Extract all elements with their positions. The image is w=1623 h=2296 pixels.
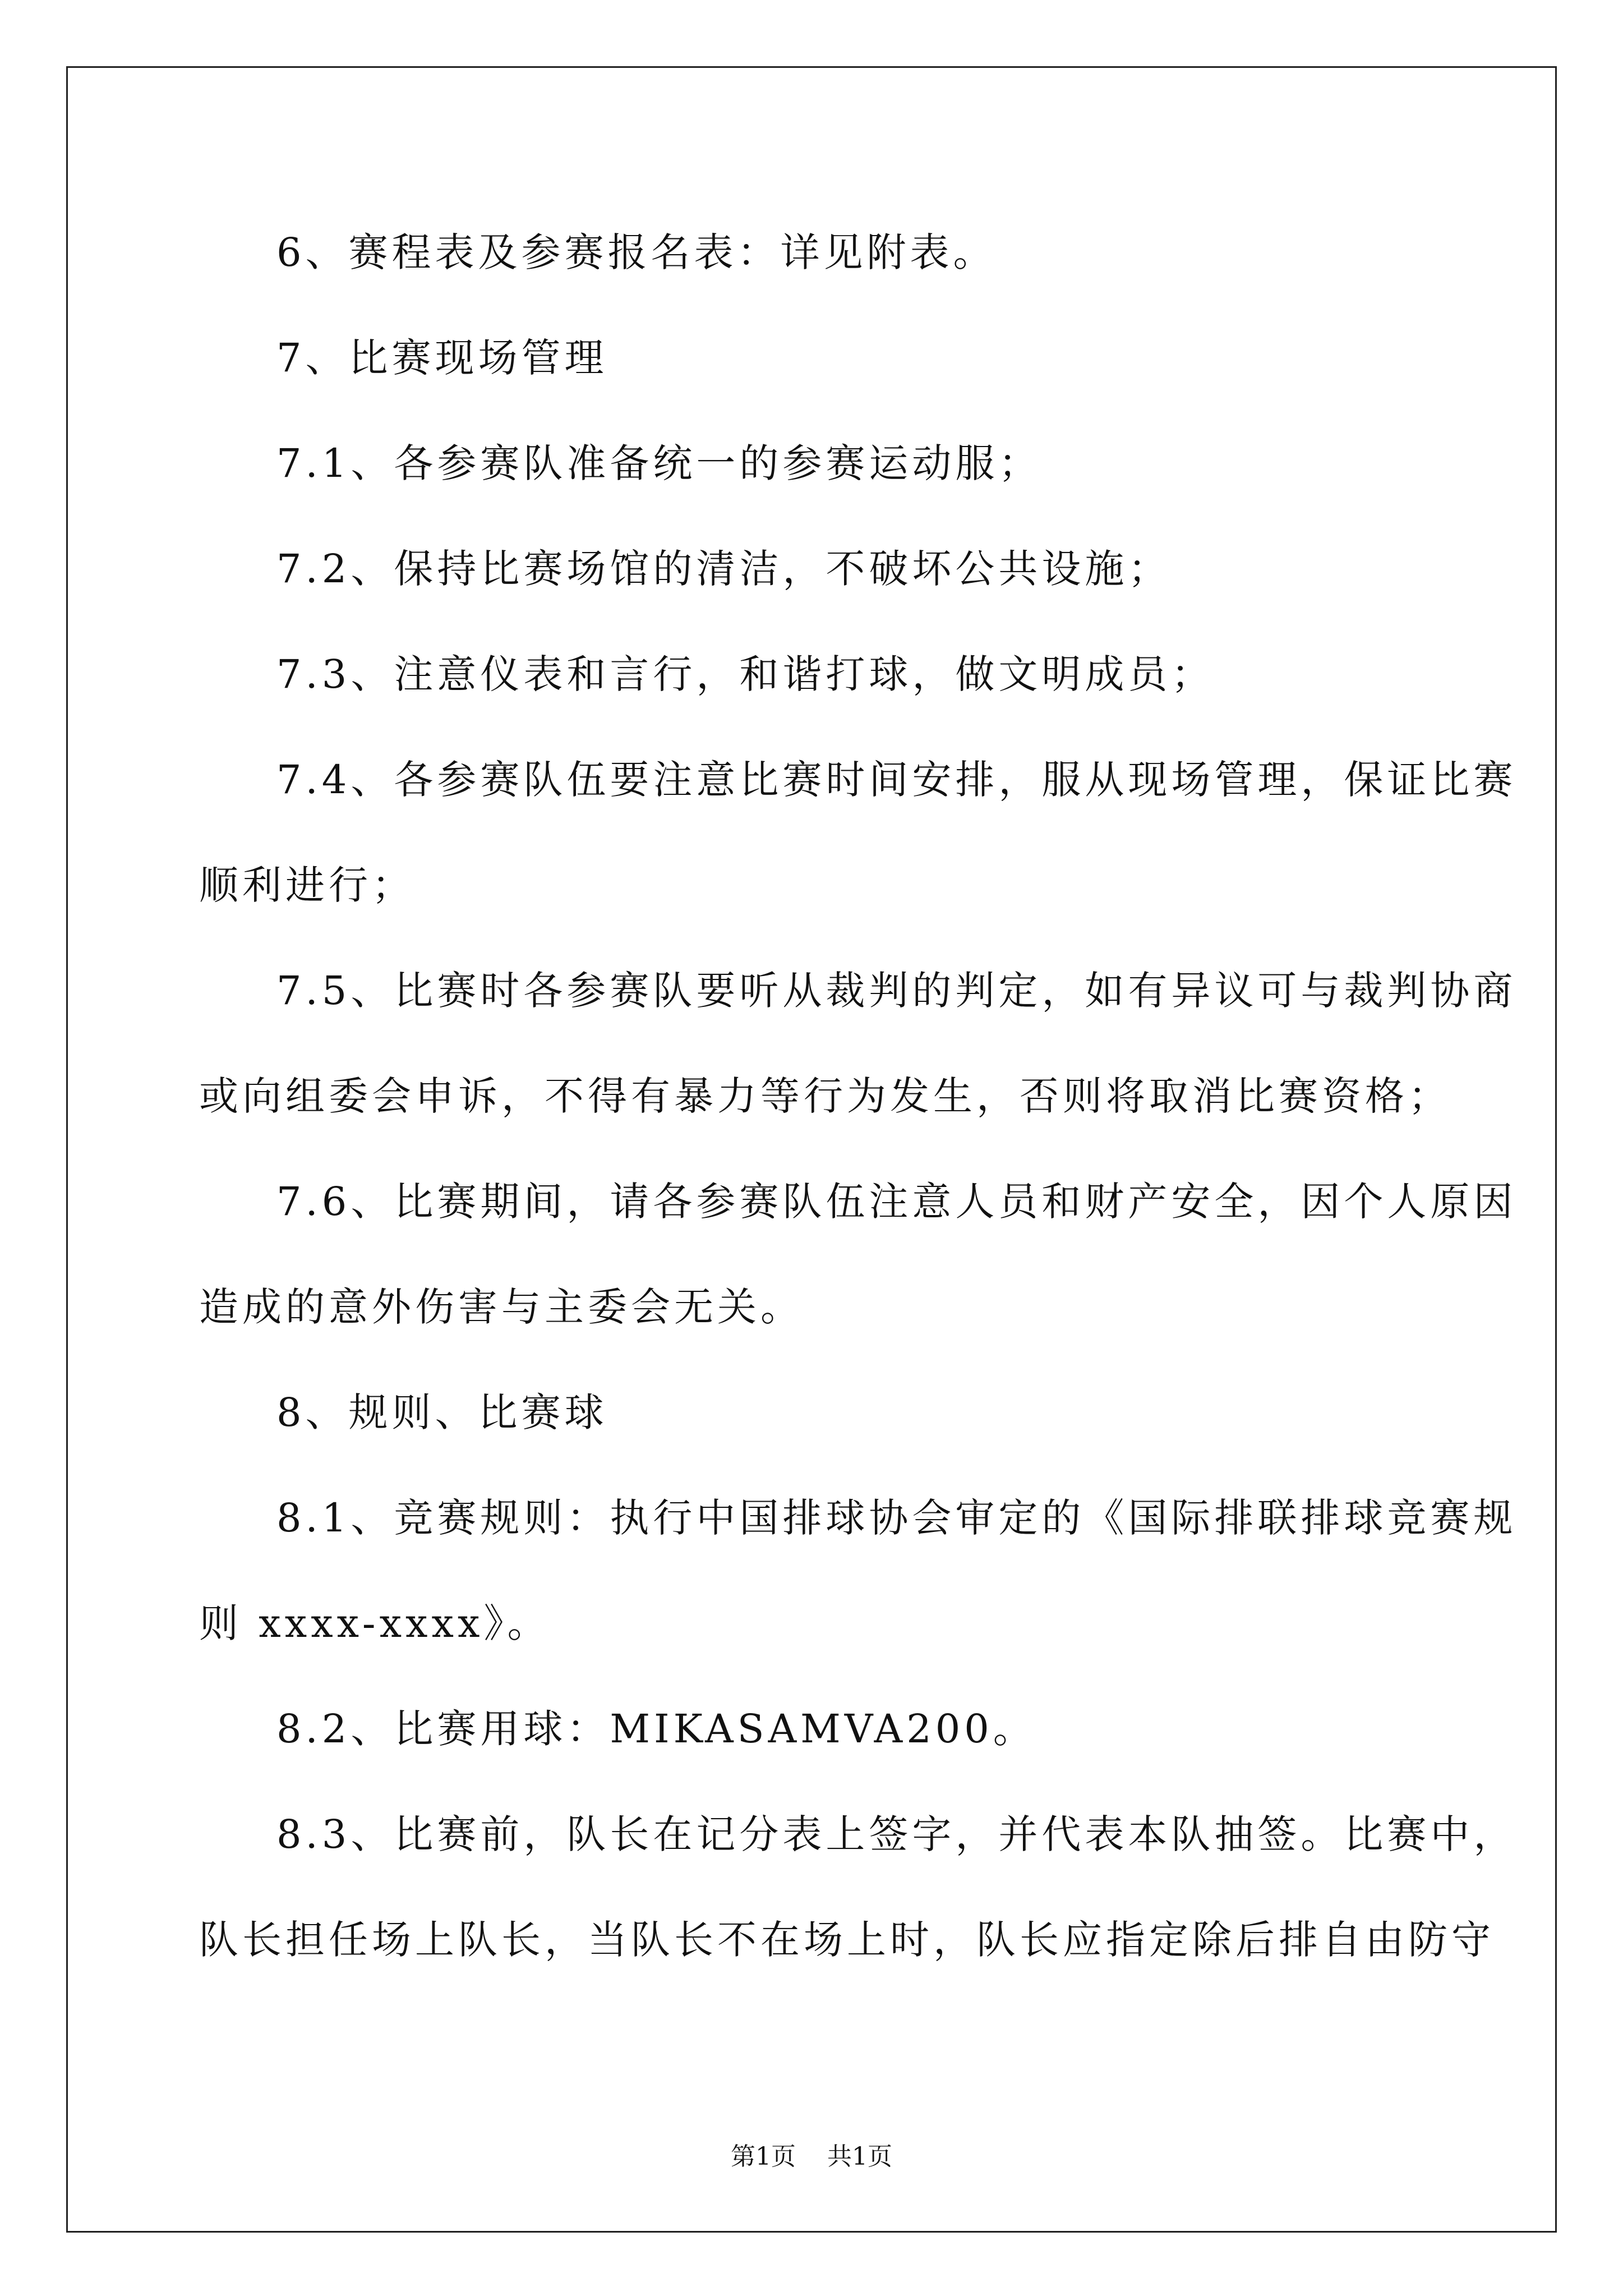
paragraph-line: 或向组委会申诉，不得有暴力等行为发生，否则将取消比赛资格； [199, 1073, 1451, 1119]
paragraph-line: 造成的意外伤害与主委会无关。 [199, 1284, 804, 1330]
paragraph-line: 6、赛程表及参赛报名表：详见附表。 [276, 229, 997, 275]
paragraph-line: 8.1、竞赛规则：执行中国排球协会审定的《国际排联排球竞赛规 [276, 1495, 1517, 1541]
page-footer [0, 2140, 1623, 2174]
paragraph-line: 8.2、比赛用球：MIKASAMVA200。 [276, 1706, 1036, 1752]
paragraph-line: 7.6、比赛期间，请各参赛队伍注意人员和财产安全，因个人原因 [276, 1179, 1517, 1225]
section-heading: 7、比赛现场管理 [276, 335, 608, 381]
paragraph-line: 7.2、保持比赛场馆的清洁，不破坏公共设施； [276, 546, 1172, 592]
page-total: 共1页 [827, 2142, 892, 2171]
paragraph-line: 7.3、注意仪表和言行，和谐打球，做文明成员； [276, 651, 1215, 697]
page-number: 第1页 [731, 2142, 796, 2171]
page-border [66, 66, 1557, 2233]
section-heading: 8、规则、比赛球 [276, 1389, 608, 1435]
paragraph-line: 7.1、各参赛队准备统一的参赛运动服； [276, 440, 1042, 486]
paragraph-line: 7.4、各参赛队伍要注意比赛时间安排，服从现场管理，保证比赛 [276, 757, 1517, 803]
paragraph-line: 8.3、比赛前，队长在记分表上签字，并代表本队抽签。比赛中， [276, 1811, 1517, 1857]
paragraph-line: 则 xxxx-xxxx》。 [199, 1600, 551, 1646]
paragraph-line: 7.5、比赛时各参赛队要听从裁判的判定，如有异议可与裁判协商 [276, 968, 1517, 1014]
paragraph-line: 顺利进行； [199, 862, 415, 908]
paragraph-line: 队长担任场上队长，当队长不在场上时，队长应指定除后排自由防守 [199, 1917, 1495, 1963]
